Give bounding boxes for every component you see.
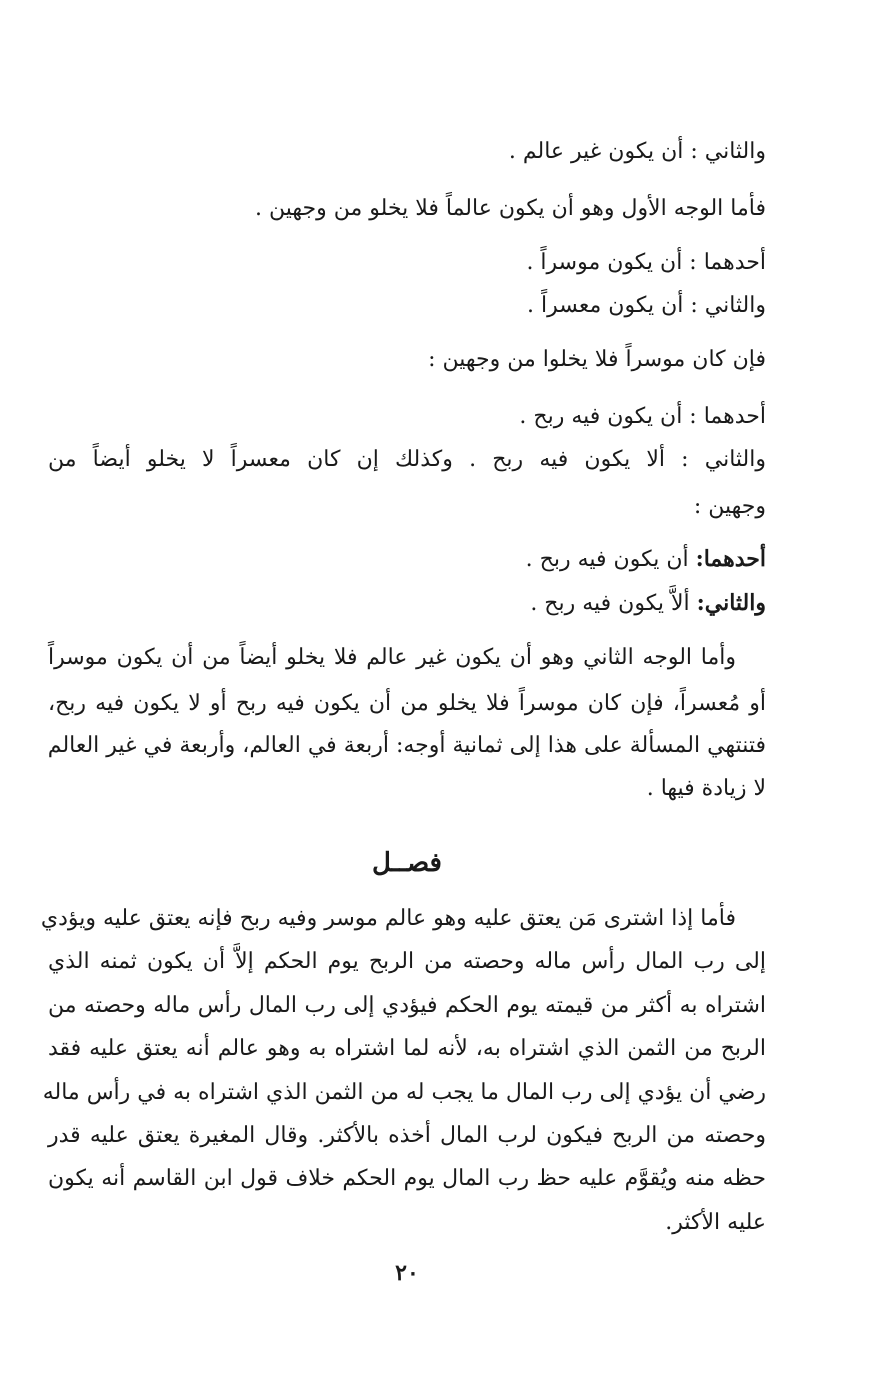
item-label: أحدهما:: [695, 546, 766, 572]
text-line: اشتراه به أكثر من قيمته يوم الحكم فيؤدي إلى رب المال رأس ماله وحصته من: [48, 993, 766, 1018]
text-line: حظه منه ويُقوَّم عليه حظ رب المال يوم الحكم خلاف قول ابن القاسم أنه يكون: [48, 1166, 766, 1191]
item-label: والثاني:: [696, 590, 766, 616]
section-heading: فصــل: [372, 848, 442, 878]
text-line: والثاني : ألا يكون فيه ربح . وكذلك إن كان معسراً لا يخلو أيضاً من: [48, 447, 766, 472]
text-line: عليه الأكثر.: [665, 1210, 766, 1235]
text-line: [48, 542, 766, 577]
text-line: فأما إذا اشترى مَن يعتق عليه وهو عالم موسر وفيه ربح فإنه يعتق عليه ويؤدي: [40, 906, 736, 931]
text-line: أحدهما : أن يكون فيه ربح .: [519, 404, 766, 429]
text-line: لا زيادة فيها .: [646, 776, 766, 801]
text-line: أحدهما : أن يكون موسراً .: [526, 250, 766, 275]
text-line: إلى رب المال رأس ماله وحصته من الربح يوم الحكم إلاَّ أن يكون ثمنه الذي: [48, 949, 766, 974]
text-line: والثاني : أن يكون غير عالم .: [508, 139, 766, 164]
text-line: فتنتهي المسألة على هذا إلى ثمانية أوجه: أربعة في العالم، وأربعة في غير العالم: [47, 733, 766, 758]
text-line: [48, 586, 766, 621]
page-number: ٢٠: [395, 1260, 419, 1286]
text-line: وجهين :: [693, 494, 766, 519]
text-line: وحصته من الربح فيكون لرب المال أخذه بالأكثر. وقال المغيرة يعتق عليه قدر: [48, 1123, 766, 1148]
document-page: [40, 0, 766, 1393]
text-line: فأما الوجه الأول وهو أن يكون عالماً فلا يخلو من وجهين .: [255, 196, 766, 221]
text-line: والثاني : أن يكون معسراً .: [527, 293, 766, 318]
text-line: الربح من الثمن الذي اشتراه به، لأنه لما اشتراه به وهو عالم أنه يعتق عليه فقد: [48, 1036, 766, 1061]
item-text: ألاَّ يكون فيه ربح .: [530, 591, 697, 616]
item-text: أن يكون فيه ربح .: [525, 547, 696, 572]
text-line: وأما الوجه الثاني وهو أن يكون غير عالم فلا يخلو أيضاً من أن يكون موسراً: [48, 645, 736, 670]
text-line: فإن كان موسراً فلا يخلوا من وجهين :: [428, 347, 766, 372]
text-line: أو مُعسراً، فإن كان موسراً فلا يخلو من أن يكون فيه ربح أو لا يكون فيه ربح،: [48, 691, 766, 716]
text-line: رضي أن يؤدي إلى رب المال ما يجب له من الثمن الذي اشتراه به في رأس ماله: [42, 1080, 766, 1105]
